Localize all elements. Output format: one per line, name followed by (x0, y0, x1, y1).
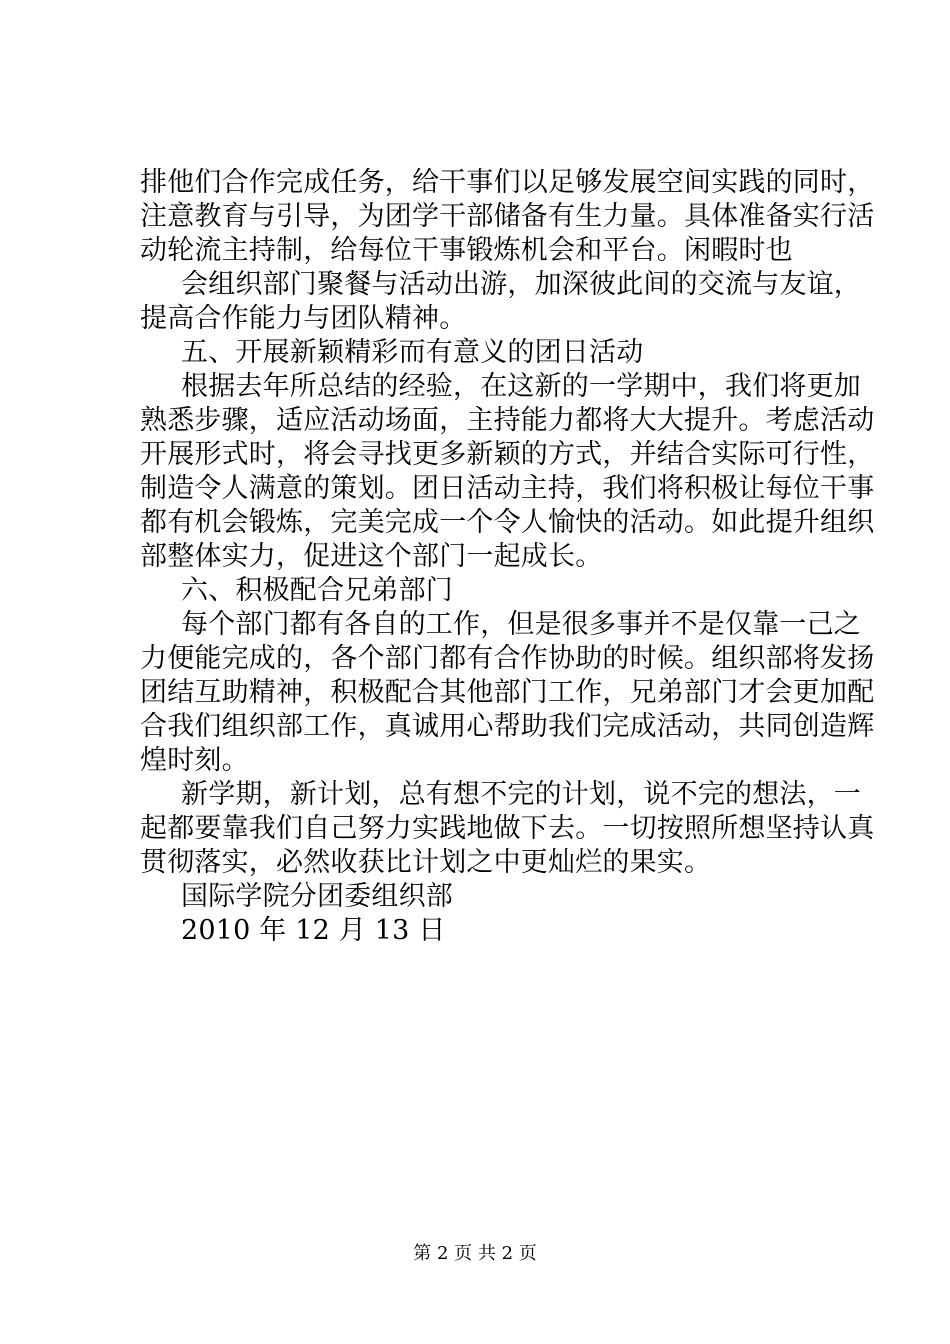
body-line: 动轮流主持制，给每位干事锻炼机会和平台。闲暇时也 (140, 235, 793, 266)
body-line: 根据去年所总结的经验，在这新的一学期中，我们将更加 (181, 371, 861, 402)
body-line: 团结互助精神，积极配合其他部门工作，兄弟部门才会更加配 (140, 677, 875, 708)
body-line: 煌时刻。 (140, 745, 249, 776)
body-line: 新学期，新计划，总有想不完的计划，说不完的想法，一 (181, 779, 861, 810)
body-line: 每个部门都有各自的工作，但是很多事并不是仅靠一己之 (181, 609, 861, 640)
body-line: 贯彻落实，必然收获比计划之中更灿烂的果实。 (140, 847, 712, 878)
signature-organization: 国际学院分团委组织部 (181, 881, 453, 912)
document-body (140, 166, 875, 948)
signature-date: 2010 年 12 月 13 日 (181, 915, 446, 946)
body-line: 制造令人满意的策划。团日活动主持，我们将积极让每位干事 (140, 473, 875, 504)
body-line: 都有机会锻炼，完美完成一个令人愉快的活动。如此提升组织 (140, 507, 875, 538)
section-heading: 六、积极配合兄弟部门 (181, 575, 453, 606)
body-line: 熟悉步骤，适应活动场面，主持能力都将大大提升。考虑活动 (140, 405, 875, 436)
body-line: 部整体实力，促进这个部门一起成长。 (140, 541, 603, 572)
body-line: 会组织部门聚餐与活动出游，加深彼此间的交流与友谊， (181, 269, 861, 300)
body-line: 起都要靠我们自己努力实践地做下去。一切按照所想坚持认真 (140, 813, 875, 844)
body-line: 开展形式时，将会寻找更多新颖的方式，并结合实际可行性， (140, 439, 875, 470)
body-line: 排他们合作完成任务，给干事们以足够发展空间实践的同时， (140, 167, 875, 198)
page-footer: 第 2 页 共 2 页 (413, 1243, 537, 1264)
body-line: 提高合作能力与团队精神。 (140, 303, 467, 334)
body-line: 力便能完成的，各个部门都有合作协助的时候。组织部将发扬 (140, 643, 875, 674)
section-heading: 五、开展新颖精彩而有意义的团日活动 (181, 337, 644, 368)
body-line: 合我们组织部工作，真诚用心帮助我们完成活动，共同创造辉 (140, 711, 875, 742)
body-line: 注意教育与引导，为团学干部储备有生力量。具体准备实行活 (140, 201, 875, 232)
